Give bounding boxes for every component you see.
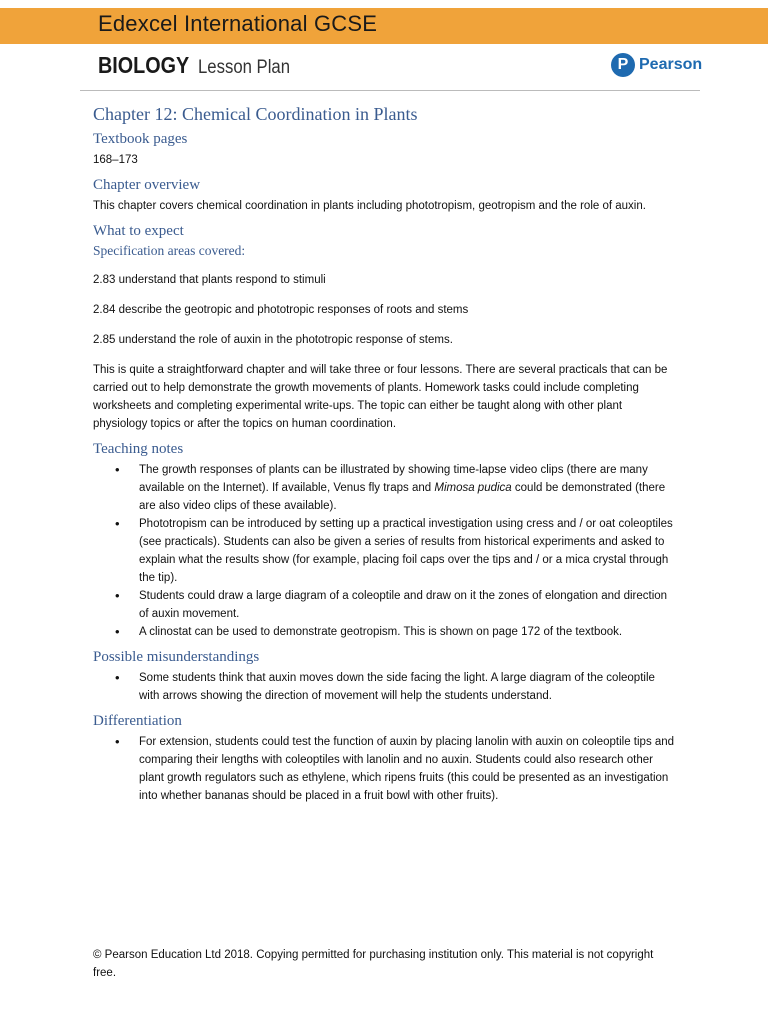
species-name: Mimosa pudica — [434, 482, 512, 494]
misunderstandings-list — [93, 669, 678, 705]
overview-section — [93, 177, 678, 215]
textbook-pages: 168–173 — [93, 154, 138, 166]
pearson-logo-text: Pearson — [639, 56, 703, 73]
list-item: • Students could draw a large diagram of a coleoptile and draw on it the zones of elongation and direction of auxin movement. — [139, 587, 678, 623]
pearson-logo — [611, 52, 702, 78]
differentiation-heading: Differentiation — [93, 713, 182, 729]
header-banner — [0, 8, 768, 44]
list-item-text: could be demonstrated (there are also video clips of these available). — [139, 482, 666, 512]
teaching-notes-section — [93, 441, 678, 641]
textbook-heading: Textbook pages — [93, 131, 188, 147]
teaching-notes-list — [93, 461, 678, 641]
copyright-footer: © Pearson Education Ltd 2018. Copying permitted for purchasing institution only. This material is not copyright free. — [93, 949, 654, 979]
differentiation-section — [93, 713, 678, 805]
list-item: • Phototropism can be introduced by setting up a practical investigation using cress and / or oat coleoptiles (see practicals). Students can also be given a series of results from historical experiments and asked to explain what the results show (for example, placing foil caps over the tips and / or a mica crystal through the tip). — [139, 515, 678, 587]
lesson-plan-subtitle: Lesson Plan — [198, 57, 291, 78]
expect-paragraph: This is quite a straightforward chapter and will take three or four lessons. There are several practicals that can be carried out to help demonstrate the growth movements of plants. Homework tasks could include completing worksheets and completing experimental write-ups. The topic can either be taught along with other plant physiology topics or after the topics on human coordination. — [93, 364, 668, 430]
list-item: • A clinostat can be used to demonstrate geotropism. This is shown on page 172 of the textbook. — [139, 623, 678, 641]
misunderstandings-section — [93, 649, 678, 705]
spec-subheading: Specification areas covered: — [93, 243, 246, 258]
banner-title: Edexcel International GCSE — [98, 11, 378, 36]
differentiation-list — [93, 733, 678, 805]
list-item: • For extension, students could test the function of auxin by placing lanolin with auxin on coleoptile tips and comparing their lengths with coleoptiles with lanolin and no auxin. Students could also research other plant growth regulators such as ethylene, which ripens fruits (this could be presented as an investigation into whether bananas should be placed in a fruit bowl with other fruits). — [139, 733, 678, 805]
teaching-notes-heading: Teaching notes — [93, 441, 184, 457]
overview-text: This chapter covers chemical coordination in plants including phototropism, geotropism and the role of auxin. — [93, 200, 646, 212]
spec-list — [93, 271, 678, 349]
expect-section — [93, 223, 678, 433]
list-item — [139, 461, 678, 515]
subject-title: BIOLOGY — [98, 52, 190, 78]
textbook-section — [93, 131, 678, 169]
spec-item: 2.83 understand that plants respond to stimuli — [93, 274, 326, 286]
header-divider — [80, 90, 700, 91]
pearson-logo-icon: P — [611, 53, 635, 77]
lesson-plan-body — [93, 100, 678, 813]
expect-heading: What to expect — [93, 223, 184, 239]
lesson-plan-header — [98, 52, 303, 82]
overview-heading: Chapter overview — [93, 177, 201, 193]
spec-item: 2.84 describe the geotropic and phototropic responses of roots and stems — [93, 304, 469, 316]
list-item: • Some students think that auxin moves down the side facing the light. A large diagram of the coleoptile with arrows showing the direction of movement will help the students understand. — [139, 669, 678, 705]
misunderstandings-heading: Possible misunderstandings — [93, 649, 260, 665]
spec-item: 2.85 understand the role of auxin in the phototropic response of stems. — [93, 334, 453, 346]
list-item-text: The growth responses of plants can be illustrated by showing time-lapse video clips (there are many available on the Internet). If available, Venus fly traps and — [139, 464, 648, 494]
chapter-title: Chapter 12: Chemical Coordination in Plants — [93, 104, 418, 124]
